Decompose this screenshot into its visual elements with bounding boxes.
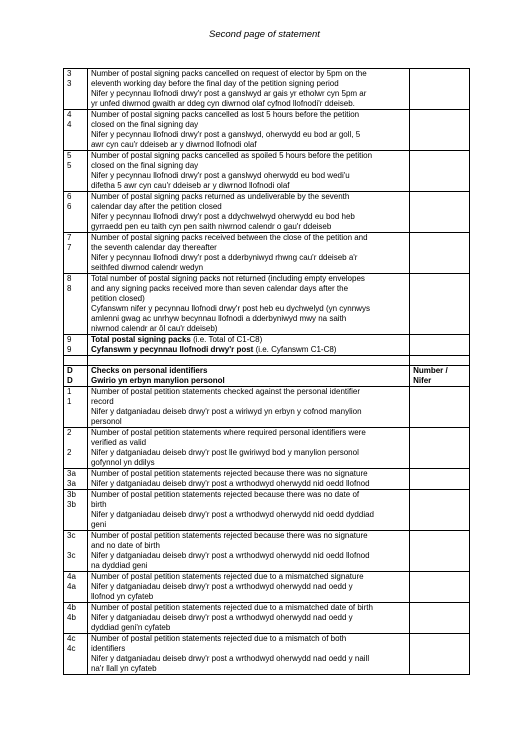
description-line: gofynnol yn ddilys — [90, 458, 155, 467]
description-line: awr cyn cau'r ddeiseb ar y diwrnod llofnodi olaf — [90, 140, 257, 149]
code-line: 3 — [67, 79, 72, 88]
value-cell[interactable] — [410, 572, 470, 603]
code-line: 5 — [67, 161, 72, 170]
description-line: record — [90, 397, 114, 406]
code-line: 4 — [67, 120, 72, 129]
description-line: yr unfed diwrnod gwaith ar ddeg cyn diwrnod olaf cyfnod llofnodi'r ddeiseb. — [90, 99, 355, 108]
description-line: difetha 5 awr cyn cau'r ddeiseb ar y diwrnod llofnodi olaf — [90, 181, 290, 190]
description-line: Number of postal petition statements rejected because there was no signature — [90, 469, 368, 478]
code-line: 9 — [67, 345, 72, 354]
description-line: Number of postal petition statements rejected due to a mismatched date of birth — [90, 603, 373, 612]
value-cell[interactable] — [410, 387, 470, 428]
section-c-rows — [64, 69, 470, 335]
description-line: and any signing packs received more than seven calendar days after the — [90, 284, 349, 293]
row-description — [87, 603, 409, 634]
description-line: Nifer y datganiadau deiseb drwy'r post lle gwiriwyd bod y manylion personol — [90, 448, 359, 457]
total-line-cy — [91, 345, 407, 355]
description-line: amlenni gwag ac unrhyw becynnau llofnodi a dderbyniwyd mwy na saith — [90, 314, 347, 323]
table-row — [64, 428, 470, 469]
number-column-header — [410, 366, 470, 387]
row-description — [87, 572, 409, 603]
row-code — [64, 531, 88, 572]
row-code — [64, 603, 88, 634]
row-description — [87, 69, 409, 110]
table-row — [64, 233, 470, 274]
code-line: 4a — [67, 572, 76, 581]
code-line: 6 — [67, 202, 72, 211]
description-line: Nifer y pecynnau llofnodi drwy'r post a ddychwelwyd oherwydd eu bod heb — [90, 212, 355, 221]
value-cell[interactable] — [410, 603, 470, 634]
table-row — [64, 603, 470, 634]
description-line: Number of postal petition statements where required personal identifiers were — [90, 428, 366, 437]
table-row — [64, 110, 470, 151]
value-cell[interactable] — [410, 634, 470, 675]
column-header-en: Number / — [413, 366, 448, 375]
statement-table — [63, 68, 470, 675]
description-line: llofnod yn cyfateb — [90, 592, 154, 601]
code-line: 4c — [67, 634, 76, 643]
description-line: closed on the final signing day — [90, 120, 199, 129]
row-description — [87, 634, 409, 675]
row-code — [64, 634, 88, 675]
code-line: 2 — [67, 428, 72, 437]
section-c-total — [64, 335, 470, 387]
code-line: 4b — [67, 603, 76, 612]
total-description — [87, 335, 409, 356]
description-line: gyrraedd pen eu taith cyn pen saith niwrnod calendr o gau'r ddeiseb — [90, 222, 332, 231]
row-code — [64, 151, 88, 192]
code-line: 3b — [67, 490, 76, 499]
code-line: 8 — [67, 284, 72, 293]
description-line: geni — [90, 520, 107, 529]
description-line: Nifer y datganiadau deiseb drwy'r post a wrthodwyd oherwydd nid oedd llofnod — [90, 479, 370, 488]
description-line: Nifer y pecynnau llofnodi drwy'r post a ganslwyd ar gais yr etholwr cyn 5pm ar — [90, 89, 367, 98]
value-cell[interactable] — [410, 192, 470, 233]
description-line: Nifer y datganiadau deiseb drwy'r post a wrthodwyd oherwydd nid oedd llofnod — [90, 551, 370, 560]
row-description — [87, 490, 409, 531]
code-line — [67, 438, 85, 448]
code-line: D — [67, 376, 73, 385]
table-row — [64, 192, 470, 233]
row-code — [64, 233, 88, 274]
code-line: 4a — [67, 582, 76, 591]
total-row — [64, 335, 470, 356]
description-line: Number of postal signing packs received between the close of the petition and — [90, 233, 368, 242]
row-code — [64, 192, 88, 233]
description-line: Number of postal petition statements rejected due to a mismatch of both — [90, 634, 347, 643]
row-code — [64, 387, 88, 428]
description-line: closed on the final signing day — [90, 161, 199, 170]
value-cell[interactable] — [410, 110, 470, 151]
row-description — [87, 428, 409, 469]
value-cell[interactable] — [410, 428, 470, 469]
description-line: Cyfanswm nifer y pecynnau llofnodi drwy'r post heb eu dychwelyd (yn cynnwys — [90, 304, 370, 313]
total-label-en: Total postal signing packs — [90, 335, 191, 344]
code-line: 4b — [67, 613, 76, 622]
description-line: and no date of birth — [90, 541, 160, 550]
description-line: verified as valid — [90, 438, 147, 447]
description-line: Number of postal signing packs returned as undeliverable by the seventh — [90, 192, 350, 201]
row-description — [87, 151, 409, 192]
spacer-cell — [87, 356, 409, 366]
code-line: 9 — [67, 335, 72, 344]
description-line: Number of postal petition statements rejected because there was no date of — [90, 490, 360, 499]
table-row — [64, 151, 470, 192]
row-description — [87, 274, 409, 335]
row-description — [87, 469, 409, 490]
code-line: 7 — [67, 243, 72, 252]
total-label-cy: Cyfanswm y pecynnau llofnodi drwy'r post — [90, 345, 254, 354]
description-line: Number of postal petition statements rejected due to a mismatched signature — [90, 572, 364, 581]
description-line: dyddiad geni'n cyfateb — [90, 623, 171, 632]
section-d-rows — [64, 387, 470, 675]
code-line: 8 — [67, 274, 72, 283]
code-line: 3 — [67, 69, 72, 78]
table-row — [64, 634, 470, 675]
section-d-title — [87, 366, 409, 387]
code-line: 3a — [67, 479, 76, 488]
description-line: birth — [90, 500, 107, 509]
table-row — [64, 490, 470, 531]
row-description — [87, 387, 409, 428]
description-line: eleventh working day before the final day of the petition signing period — [90, 79, 339, 88]
row-code — [64, 490, 88, 531]
value-cell[interactable] — [410, 531, 470, 572]
value-cell[interactable] — [410, 274, 470, 335]
code-line: 1 — [67, 397, 72, 406]
row-description — [87, 110, 409, 151]
value-cell[interactable] — [410, 490, 470, 531]
description-line: petition closed) — [90, 294, 145, 303]
spacer-row — [64, 356, 470, 366]
value-cell[interactable] — [410, 69, 470, 110]
description-line: seithfed diwrnod calendr wedyn — [90, 263, 204, 272]
table-row — [64, 69, 470, 110]
code-line: 3b — [67, 500, 76, 509]
table-row — [64, 274, 470, 335]
description-line: Number of postal signing packs cancelled on request of elector by 5pm on the — [90, 69, 367, 78]
code-line — [67, 541, 85, 551]
value-cell[interactable] — [410, 469, 470, 490]
row-description — [87, 233, 409, 274]
table-row — [64, 572, 470, 603]
value-cell[interactable] — [410, 233, 470, 274]
row-code — [64, 274, 88, 335]
description-line: Nifer y pecynnau llofnodi drwy'r post a ganslwyd, oherwydd eu bod ar goll, 5 — [90, 130, 361, 139]
code-line: 1 — [67, 387, 72, 396]
row-code — [64, 428, 88, 469]
table-row — [64, 387, 470, 428]
code-line: 2 — [67, 448, 72, 457]
row-code — [64, 69, 88, 110]
code-line: 4 — [67, 110, 72, 119]
table-row — [64, 469, 470, 490]
code-line: 4c — [67, 644, 76, 653]
value-cell[interactable] — [410, 335, 470, 356]
description-line: the seventh calendar day thereafter — [90, 243, 217, 252]
table-row — [64, 531, 470, 572]
section-d-code — [64, 366, 88, 387]
code-line: 7 — [67, 233, 72, 242]
description-line: na dyddiad geni — [90, 561, 148, 570]
description-line: Number of postal signing packs cancelled as lost 5 hours before the petition — [90, 110, 360, 119]
description-line: Nifer y datganiadau deiseb drwy'r post a wrthodwyd oherwydd nad oedd y naill — [90, 654, 370, 663]
description-line: Number of postal petition statements checked against the personal identifier — [90, 387, 361, 396]
description-line: Number of postal signing packs cancelled as spoiled 5 hours before the petition — [90, 151, 373, 160]
code-line: 6 — [67, 192, 72, 201]
code-line: D — [67, 366, 73, 375]
row-description — [87, 531, 409, 572]
description-line: Nifer y datganiadau deiseb drwy'r post a wiriwyd yn erbyn y cofnod manylion — [90, 407, 362, 416]
description-line: niwrnod calendr ar ôl cau'r ddeiseb) — [90, 324, 218, 333]
description-line: Number of postal petition statements rejected because there was no signature — [90, 531, 368, 540]
description-line: Nifer y datganiadau deiseb drwy'r post a wrthodwyd oherwydd nad oedd y — [90, 613, 353, 622]
code-line: 3a — [67, 469, 76, 478]
row-code — [64, 469, 88, 490]
description-line: Nifer y datganiadau deiseb drwy'r post a wrthodwyd oherwydd nid oedd dyddiad — [90, 510, 374, 519]
row-code — [64, 572, 88, 603]
description-line: identifiers — [90, 644, 126, 653]
total-note-en: (i.e. Total of C1-C8) — [190, 335, 263, 344]
total-note-cy: (i.e. Cyfanswm C1-C8) — [253, 345, 337, 354]
spacer-cell — [64, 356, 88, 366]
description-line: Nifer y pecynnau llofnodi drwy'r post a dderbyniwyd rhwng cau'r ddeiseb a'r — [90, 253, 358, 262]
spacer-cell — [410, 356, 470, 366]
description-line: na'r llall yn cyfateb — [90, 664, 157, 673]
description-line: Nifer y datganiadau deiseb drwy'r post a wrthodwyd oherwydd nad oedd y — [90, 582, 353, 591]
code-line: 5 — [67, 151, 72, 160]
row-code — [64, 110, 88, 151]
description-line: personol — [90, 417, 122, 426]
column-header-cy: Nifer — [413, 376, 432, 385]
code-line: 3c — [67, 531, 76, 540]
value-cell[interactable] — [410, 151, 470, 192]
row-code — [64, 335, 88, 356]
section-d-title-en: Checks on personal identifiers — [90, 366, 208, 375]
description-line: calendar day after the petition closed — [90, 202, 222, 211]
description-line: Nifer y pecynnau llofnodi drwy'r post a ganslwyd oherwydd eu bod wedi'u — [90, 171, 350, 180]
code-line: 3c — [67, 551, 76, 560]
page-title: Second page of statement — [209, 29, 320, 40]
description-line: Total number of postal signing packs not returned (including empty envelopes — [90, 274, 365, 283]
section-d-title-cy: Gwirio yn erbyn manylion personol — [90, 376, 225, 385]
row-description — [87, 192, 409, 233]
section-d-header — [64, 366, 470, 387]
total-line-en — [91, 335, 407, 345]
